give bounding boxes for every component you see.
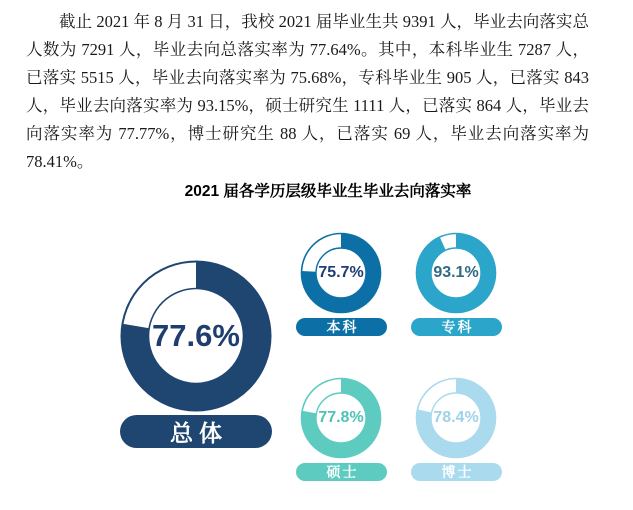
report-paragraph: 截止 2021 年 8 月 31 日，我校 2021 届毕业生共 9391 人，毕业去向落实总人数为 7291 人，毕业去向总落实率为 77.64%。其中，本科毕业生 7287 人，已落实 5515 人，毕业去向落实率为 75.68%，专科毕业生 905 人，已落实 843 人，毕业去向落实率为 93.15%，硕士研究生 1111 人，已落实 864 人，毕业去向落实率为 77.77%，博士研究生 88 人，已落实 69 人，毕业去向落实率为 78.41%。 bbox=[26, 12, 589, 171]
donut-ring-doctor bbox=[415, 377, 497, 459]
donut-category-label-overall: 总体 bbox=[170, 421, 228, 446]
donut-percent-overall: 77.6% bbox=[152, 318, 240, 353]
donut-category-label-junior-college: 专科 bbox=[441, 321, 474, 336]
donut-ring-undergraduate bbox=[300, 232, 382, 314]
donut-doctor bbox=[415, 377, 502, 481]
donut-junior-college bbox=[415, 232, 502, 336]
donut-category-pill-master bbox=[296, 463, 387, 481]
donut-category-pill-overall bbox=[120, 415, 272, 448]
donut-percent-master: 77.8% bbox=[318, 409, 364, 426]
donut-ring-junior-college bbox=[415, 232, 497, 314]
donut-percent-doctor: 78.4% bbox=[433, 409, 479, 426]
chart-title: 2021 届各学历层级毕业生毕业去向落实率 bbox=[184, 183, 472, 200]
donut-master bbox=[300, 377, 387, 481]
donut-category-pill-doctor bbox=[411, 463, 502, 481]
donut-ring-master bbox=[300, 377, 382, 459]
donut-category-pill-undergraduate bbox=[296, 318, 387, 336]
donut-category-label-doctor: 博士 bbox=[441, 466, 474, 481]
donut-undergraduate bbox=[300, 232, 387, 336]
donut-category-label-master: 硕士 bbox=[326, 466, 359, 481]
donut-percent-junior-college: 93.1% bbox=[433, 264, 479, 281]
donut-overall bbox=[118, 258, 274, 448]
donut-category-pill-junior-college bbox=[411, 318, 502, 336]
donut-category-label-undergraduate: 本科 bbox=[326, 321, 359, 336]
donut-ring-overall bbox=[118, 258, 274, 414]
donut-percent-undergraduate: 75.7% bbox=[318, 264, 364, 281]
